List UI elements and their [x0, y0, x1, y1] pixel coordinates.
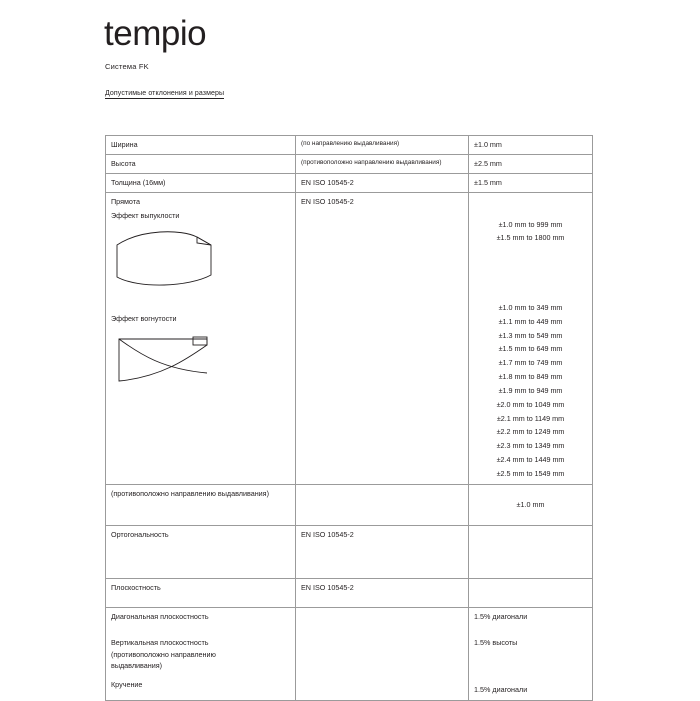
document-subtitle: Система FK	[105, 62, 149, 71]
concave-figure	[111, 325, 290, 409]
concave-value: ±1.8 mm to 849 mm	[498, 372, 563, 382]
row-value	[469, 578, 593, 607]
row-label: Диагональная плоскостность	[106, 607, 296, 634]
row-label: Высота	[106, 154, 296, 173]
row-standard: (по направлению выдавливания)	[296, 136, 469, 155]
table-row	[106, 136, 593, 155]
row-value: ±1.0 mm	[469, 136, 593, 155]
row-standard	[296, 676, 469, 701]
concave-value: ±1.9 mm to 949 mm	[498, 385, 563, 395]
section-heading: Допустимые отклонения и размеры	[105, 90, 225, 97]
table-row	[106, 484, 593, 525]
table-row	[106, 525, 593, 578]
brand-logo-prefix: tem	[104, 14, 161, 53]
convex-figure	[111, 221, 290, 311]
brand-logo-suffix: pio	[160, 14, 207, 53]
row-label: (противоположно направлению выдавливания)	[106, 484, 296, 525]
straightness-label: Прямота	[111, 196, 140, 206]
row-standard: EN ISO 10545-2	[296, 173, 469, 192]
row-value: ±2.5 mm	[469, 154, 593, 173]
concave-value: ±1.3 mm to 549 mm	[498, 330, 563, 340]
row-standard: (противоположно направлению выдавливания)	[296, 154, 469, 173]
table-row	[106, 607, 593, 634]
row-label: Вертикальная плоскостность (противоположно направлению выдавливания)	[106, 634, 296, 676]
row-values-straightness	[469, 192, 593, 484]
convex-value: ±1.5 mm to 1800 mm	[496, 233, 565, 243]
row-label: Ширина	[106, 136, 296, 155]
convex-label: Эффект выпуклости	[111, 210, 180, 220]
row-label: Ортогональность	[106, 525, 296, 578]
table-row	[106, 154, 593, 173]
row-label: Кручение	[106, 676, 296, 701]
row-standard: EN ISO 10545-2	[296, 578, 469, 607]
concave-value: ±1.1 mm to 449 mm	[498, 316, 563, 326]
concave-value: ±2.0 mm to 1049 mm	[496, 399, 565, 409]
row-standard: EN ISO 10545-2	[296, 192, 469, 484]
concave-value: ±2.5 mm to 1549 mm	[496, 468, 565, 478]
table-row-straightness	[106, 192, 593, 484]
concave-value: ±2.3 mm to 1349 mm	[496, 441, 565, 451]
table-row	[106, 634, 593, 676]
row-value: ±1.0 mm	[469, 484, 593, 525]
concave-value: ±2.2 mm to 1249 mm	[496, 427, 565, 437]
concave-value: ±2.4 mm to 1449 mm	[496, 455, 565, 465]
row-label-straightness	[106, 192, 296, 484]
row-value	[469, 525, 593, 578]
row-value: 1.5% высоты	[469, 634, 593, 676]
row-value: 1.5% диагонали	[469, 607, 593, 634]
convex-value: ±1.0 mm to 999 mm	[498, 219, 563, 229]
concave-value: ±1.0 mm to 349 mm	[498, 302, 563, 312]
row-value: 1.5% диагонали	[469, 676, 593, 701]
convex-values	[474, 196, 587, 245]
concave-value: ±2.1 mm to 1149 mm	[496, 413, 565, 423]
table-row	[106, 676, 593, 701]
table-row	[106, 173, 593, 192]
concave-values	[474, 301, 587, 481]
concave-value: ±1.7 mm to 749 mm	[498, 358, 563, 368]
row-label: Толщина (16мм)	[106, 173, 296, 192]
row-standard	[296, 607, 469, 634]
row-standard	[296, 484, 469, 525]
row-standard	[296, 634, 469, 676]
row-standard: EN ISO 10545-2	[296, 525, 469, 578]
specifications-table	[105, 135, 593, 701]
row-value: ±1.5 mm	[469, 173, 593, 192]
concave-label: Эффект вогнутости	[111, 314, 177, 324]
brand-logo	[104, 14, 206, 54]
row-label: Плоскостность	[106, 578, 296, 607]
table-row	[106, 578, 593, 607]
concave-value: ±1.5 mm to 649 mm	[498, 344, 563, 354]
